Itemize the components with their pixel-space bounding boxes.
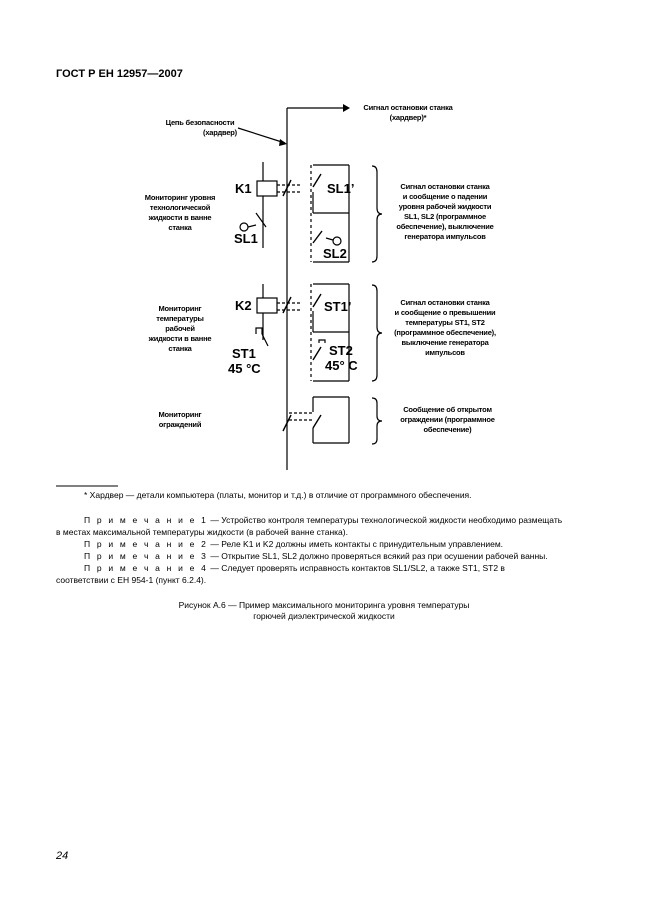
st1-temperature: 45 °C [228, 361, 261, 376]
st1p-contact [313, 294, 321, 307]
temp-label-line-1: Мониторинг [158, 304, 202, 313]
caption-line-2: горючей диэлектрической жидкости [253, 611, 395, 621]
safety-chain-label [150, 118, 250, 138]
caption-line-1: Рисунок А.6 — Пример максимального мониторинга уровня температуры [178, 600, 470, 610]
level-signal-description [375, 182, 515, 242]
sl1-float-stem [248, 225, 256, 227]
note-4-text: — Следует проверять исправность контактов SL1/SL2, а также ST1, ST2 в [208, 563, 505, 573]
sl1-label: SL1 [234, 231, 258, 246]
guard-signal-description [380, 405, 515, 435]
safety-chain-line-2: (хардвер) [203, 128, 237, 137]
st1p-label: ST1’ [324, 299, 352, 314]
k2-relay-coil [257, 298, 277, 313]
figure-caption [56, 600, 592, 622]
k1-label: K1 [235, 181, 252, 196]
st1-thermal-symbol [256, 328, 262, 334]
stop-signal-line-2: (хардвер)* [389, 113, 427, 122]
note-1 [56, 515, 592, 538]
level-desc-line-1: Сигнал остановки станка [400, 182, 490, 191]
sl2-contact [313, 231, 322, 243]
temp-desc-line-1: Сигнал остановки станка [400, 298, 490, 307]
level-monitoring-label [130, 193, 230, 233]
st2-label: ST2 [329, 343, 353, 358]
st2-thermal-symbol [319, 340, 325, 343]
safety-chain-arrowhead [279, 139, 287, 146]
note-4-continuation: соответствии с ЕН 954-1 (пункт 6.2.4). [56, 574, 207, 585]
temp-desc-line-4: (программное обеспечение), [394, 328, 496, 337]
st2-contact [313, 347, 321, 360]
temperature-monitoring-label [130, 304, 230, 354]
note-1-label: П р и м е ч а н и е 1 [84, 515, 209, 525]
sl1-float-icon [240, 223, 248, 231]
note-3 [56, 551, 592, 563]
temp-desc-line-5: выключение генератора [401, 338, 489, 347]
note-1-continuation: в местах максимальной температуры жидкости (в рабочей ванне станка). [56, 526, 348, 537]
level-desc-line-4: SL1, SL2 (программное [403, 212, 486, 221]
stop-signal-label [343, 103, 473, 123]
temp-desc-line-6: импульсов [425, 348, 465, 357]
note-1-text: — Устройство контроля температуры технологической жидкости необходимо размещать [208, 515, 563, 525]
level-label-line-3: жидкости в ванне [148, 213, 212, 222]
level-label-line-1: Мониторинг уровня [144, 193, 216, 202]
sl2-float-icon [333, 237, 341, 245]
footnote: * Хардвер — детали компьютера (платы, монитор и т.д.) в отличие от программного обеспечения. [84, 490, 472, 500]
guard-label-line-2: ограждений [158, 420, 202, 429]
safety-chain-line-1: Цепь безопасности [165, 118, 235, 127]
document-header: ГОСТ Р ЕН 12957—2007 [56, 68, 183, 80]
level-desc-line-6: генератора импульсов [404, 232, 486, 241]
temp-desc-line-3: температуры ST1, ST2 [405, 318, 485, 327]
sl1-switch-blade [256, 213, 266, 227]
sl2-label: SL2 [323, 246, 347, 261]
guard-label-line-1: Мониторинг [158, 410, 202, 419]
level-desc-line-2: и сообщение о падении [402, 192, 488, 201]
note-4-label: П р и м е ч а н и е 4 [84, 563, 209, 573]
k1-relay-coil [257, 181, 277, 196]
note-2-label: П р и м е ч а н и е 2 [84, 539, 209, 549]
level-label-line-2: технологической [149, 203, 211, 212]
note-2-text: — Реле K1 и K2 должны иметь контакты с принудительным управлением. [208, 539, 504, 549]
st2-temperature: 45° C [325, 358, 358, 373]
guard-desc-line-2: ограждении (программное [400, 415, 495, 424]
note-3-text: — Открытие SL1, SL2 должно проверяться всякий раз при осушении рабочей ванны. [208, 551, 548, 561]
temp-signal-description [375, 298, 515, 358]
level-desc-line-5: обеспечение), выключение [396, 222, 494, 231]
note-3-label: П р и м е ч а н и е 3 [84, 551, 209, 561]
sl1p-contact [313, 174, 321, 187]
k2-label: K2 [235, 298, 252, 313]
note-2 [56, 539, 592, 551]
temp-label-line-5: станка [168, 344, 192, 353]
temp-label-line-2: температуры [156, 314, 204, 323]
page-number: 24 [56, 850, 69, 862]
guard-desc-line-3: обеспечение) [423, 425, 472, 434]
level-desc-line-3: уровня рабочей жидкости [398, 202, 492, 211]
sl2-float-stem [326, 238, 333, 240]
stop-signal-line-1: Сигнал остановки станка [363, 103, 453, 112]
temp-label-line-4: жидкости в ванне [148, 334, 212, 343]
guard-contact [313, 415, 321, 428]
guard-monitoring-label [130, 410, 230, 430]
level-label-line-4: станка [168, 223, 192, 232]
temp-desc-line-2: и сообщение о превышении [394, 308, 496, 317]
guard-desc-line-1: Сообщение об открытом [403, 405, 492, 414]
note-4 [56, 563, 592, 586]
st1-label: ST1 [232, 346, 256, 361]
temp-label-line-3: рабочей [165, 324, 195, 333]
sl1p-label: SL1’ [327, 181, 355, 196]
